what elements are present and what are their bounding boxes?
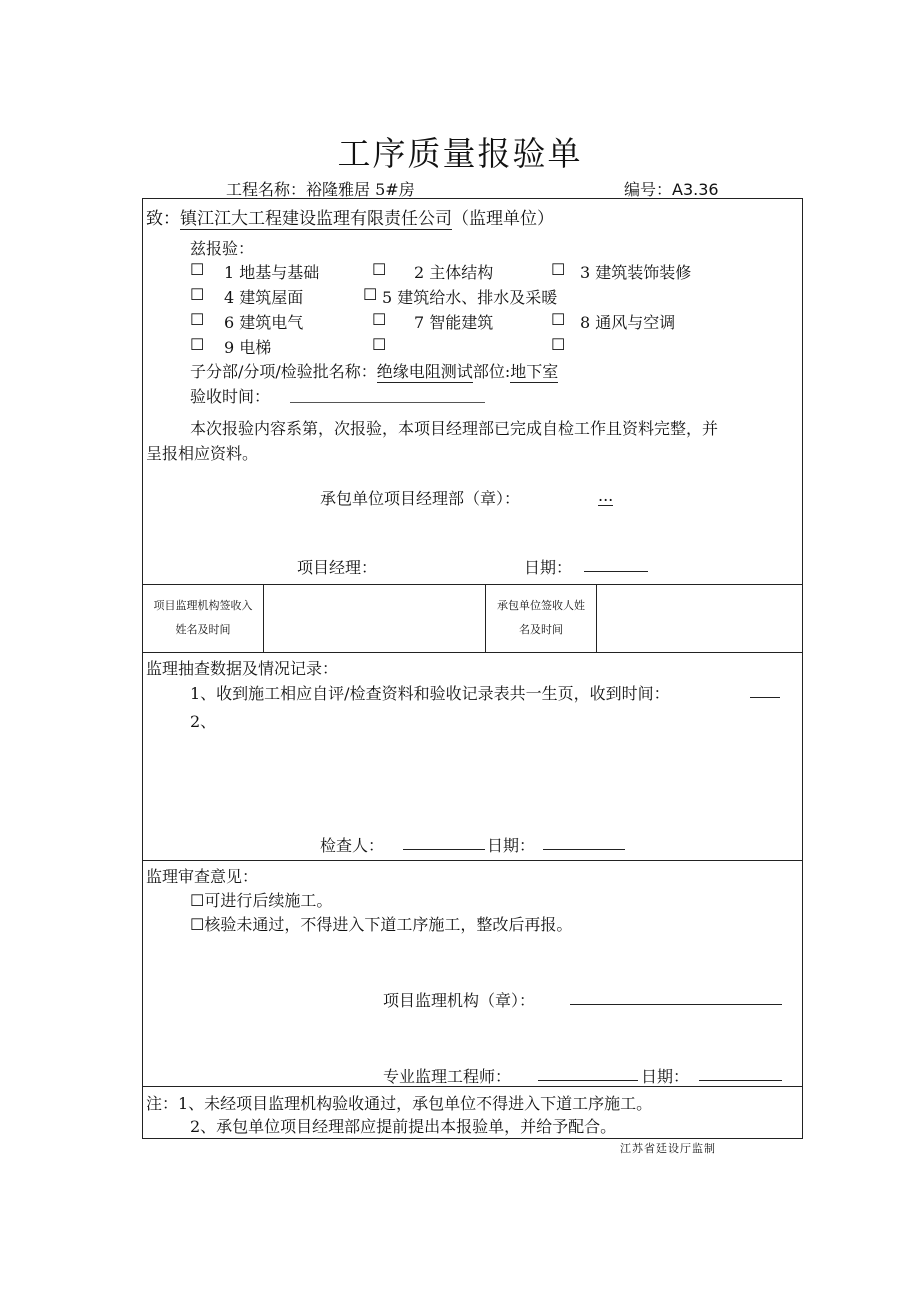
item-label-3: 3 建筑装饰装修 [580, 263, 692, 282]
checkbox-11[interactable]: ☐ [551, 335, 566, 354]
review-date-label: 日期： [641, 1067, 690, 1086]
page-title: 工序质量报验单 [337, 134, 583, 173]
project-name-field [226, 177, 415, 200]
supervisor-receiver-label: 项目监理机构签收入 姓名及时间 [153, 599, 253, 636]
checkbox-8[interactable]: ☐ [551, 310, 566, 329]
checkbox-6[interactable]: ☐ [190, 310, 205, 329]
item-label-6: 6 建筑电气 [224, 313, 304, 332]
inspection-heading: 监理抽查数据及情况记录： [146, 659, 339, 678]
code-value: A3.36 [672, 180, 719, 199]
review-option-continue[interactable]: ☐可进行后续施工。 [190, 891, 333, 910]
item-label-9: 9 电梯 [224, 338, 272, 357]
item-label-5: 5 建筑给水、排水及采暖 [382, 288, 558, 307]
checkbox-1[interactable]: ☐ [190, 260, 205, 279]
checkbox-2[interactable]: ☐ [372, 260, 387, 279]
project-value: 裕隆雅居 5#房 [306, 180, 415, 199]
code-label: 编号： [624, 180, 673, 199]
supervisor-receiver-field[interactable] [264, 585, 485, 652]
project-label: 工程名称： [226, 180, 307, 199]
accept-time-input[interactable] [290, 402, 485, 403]
divider-inspection-bottom [142, 860, 803, 861]
part-label: 部位: [472, 362, 511, 381]
report-paragraph-1: 本次报验内容系第，次报验，本项目经理部已完成自检工作且资料完整，并 [190, 419, 719, 438]
contractor-receiver-label: 承包单位签收人姓 名及时间 [497, 599, 585, 636]
checkbox-3[interactable]: ☐ [551, 260, 566, 279]
item-label-7: 7 智能建筑 [414, 313, 494, 332]
pm-date-input[interactable] [584, 571, 648, 572]
report-paragraph-2: 呈报相应资料。 [146, 444, 259, 463]
to-suffix: （监理单位） [452, 209, 554, 229]
checkbox-7[interactable]: ☐ [372, 310, 387, 329]
addressee [146, 204, 554, 230]
footer-issuer: 江苏省廷设厅监制 [620, 1142, 716, 1155]
inspection-item-1: 1、收到施工相应自评/检查资料和验收记录表共一生页，收到时间： [190, 684, 670, 703]
review-date-input[interactable] [699, 1080, 782, 1081]
item-label-8: 8 通风与空调 [580, 313, 676, 332]
inspector-input[interactable] [403, 849, 485, 850]
divider-sign-bottom [142, 652, 803, 653]
supervisor-company: 镇江江大工程建设监理有限责任公司 [180, 204, 452, 230]
review-option-reject[interactable]: ☐核验未通过，不得进入下道工序施工，整改后再报。 [190, 915, 573, 934]
engineer-input[interactable] [538, 1080, 638, 1081]
review-heading: 监理审查意见： [146, 867, 259, 886]
pm-date-label: 日期： [524, 558, 573, 577]
inspector-label: 检查人： [320, 836, 385, 855]
code-field [624, 177, 719, 200]
note-1: 注：1、未经项目监理机构验收通过，承包单位不得进入下道工序施工。 [146, 1094, 653, 1113]
checkbox-9[interactable]: ☐ [190, 335, 205, 354]
subitem-label: 子分部/分项/检验批名称： [190, 362, 377, 381]
contractor-stamp-label: 承包单位项目经理部（章）： [320, 489, 521, 508]
pm-label: 项目经理： [297, 558, 378, 577]
accept-time-label: 验收时间： [190, 387, 271, 406]
inspection-item-2: 2、 [190, 712, 217, 731]
report-intro: 兹报验： [190, 239, 255, 258]
contractor-stamp-value: ... [598, 486, 614, 505]
subitem-line [190, 359, 558, 383]
subitem-value: 绝缘电阻测试 [377, 359, 473, 383]
supervision-org-input[interactable] [570, 1004, 782, 1005]
part-value: 地下室 [510, 359, 558, 383]
inspection-date-input[interactable] [543, 849, 625, 850]
note-2: 2、承包单位项目经理部应提前提出本报验单，并给予配合。 [190, 1117, 617, 1136]
engineer-label: 专业监理工程师： [383, 1067, 512, 1086]
receive-time-input[interactable] [750, 697, 780, 698]
supervision-org-label: 项目监理机构（章）： [383, 991, 536, 1010]
item-label-4: 4 建筑屋面 [224, 288, 304, 307]
item-label-2: 2 主体结构 [414, 263, 494, 282]
checkbox-5[interactable]: ☐ [363, 285, 378, 304]
to-prefix: 致： [146, 209, 180, 229]
inspection-date-label: 日期： [487, 836, 536, 855]
item-label-1: 1 地基与基础 [224, 263, 320, 282]
checkbox-4[interactable]: ☐ [190, 285, 205, 304]
contractor-receiver-field[interactable] [597, 585, 802, 652]
checkbox-10[interactable]: ☐ [372, 335, 387, 354]
